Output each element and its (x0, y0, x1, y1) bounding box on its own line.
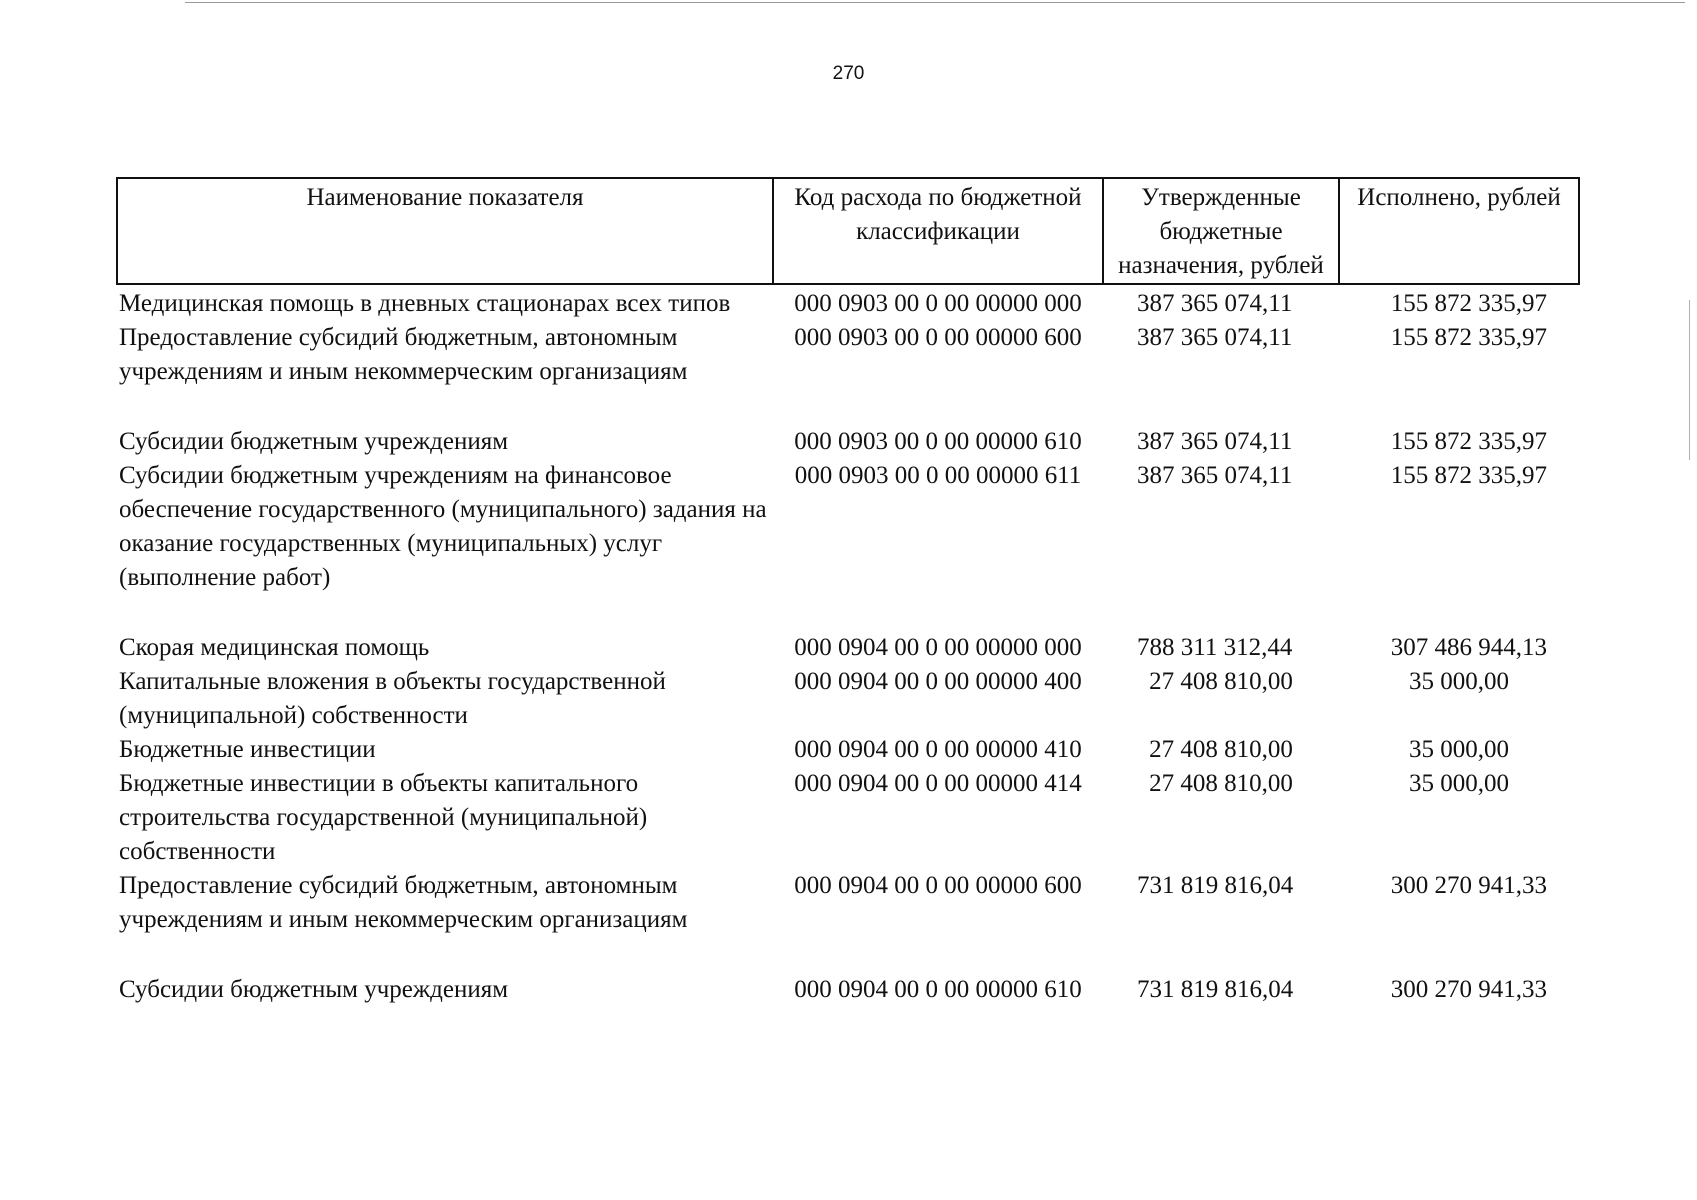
row-approved: 387 365 074,11 (1137, 290, 1293, 317)
row-executed: 155 872 335,97 (1390, 462, 1547, 489)
row-code: 000 0904 00 0 00 00000 410 (794, 736, 1082, 763)
table-row (117, 869, 1579, 973)
row-executed: 35 000,00 (1409, 736, 1509, 763)
row-approved: 27 408 810,00 (1149, 736, 1293, 763)
table-row (117, 631, 1579, 665)
row-name: Медицинская помощь в дневных стационарах всех типов (119, 290, 731, 317)
row-approved: 387 365 074,11 (1137, 462, 1293, 489)
row-code: 000 0903 00 0 00 00000 611 (794, 462, 1082, 489)
table-row (117, 733, 1579, 767)
table-row (117, 425, 1579, 459)
header-expense-code: Код расхода по бюджетной классификации (773, 178, 1103, 284)
row-name: Бюджетные инвестиции (119, 736, 376, 763)
row-code: 000 0903 00 0 00 00000 000 (794, 290, 1082, 317)
row-name: Предоставление субсидий бюджетным, автономным учреждениям и иным некоммерческим организациям (119, 324, 688, 385)
row-approved: 27 408 810,00 (1149, 668, 1293, 695)
row-name: Субсидии бюджетным учреждениям на финансовое обеспечение государственного (муниципального) задания на оказание государственных (муниципальных) услуг (выполнение работ) (119, 462, 767, 591)
table-row (117, 321, 1579, 425)
row-executed: 35 000,00 (1409, 770, 1509, 797)
header-approved-amount: Утвержденные бюджетные назначения, рублей (1103, 178, 1339, 284)
row-executed: 35 000,00 (1409, 668, 1509, 695)
row-name: Субсидии бюджетным учреждениям (119, 976, 509, 1003)
row-executed: 155 872 335,97 (1390, 428, 1547, 455)
row-executed: 155 872 335,97 (1390, 324, 1547, 351)
row-approved: 387 365 074,11 (1137, 428, 1293, 455)
row-executed: 155 872 335,97 (1390, 290, 1547, 317)
row-code: 000 0904 00 0 00 00000 400 (794, 668, 1082, 695)
row-approved: 731 819 816,04 (1137, 976, 1294, 1003)
row-code: 000 0904 00 0 00 00000 610 (794, 976, 1082, 1003)
budget-execution-table (116, 177, 1580, 1007)
row-code: 000 0903 00 0 00 00000 610 (794, 428, 1082, 455)
row-code: 000 0904 00 0 00 00000 600 (794, 872, 1082, 899)
header-executed-amount: Исполнено, рублей (1339, 178, 1579, 284)
row-executed: 300 270 941,33 (1390, 976, 1547, 1003)
header-indicator-name: Наименование показателя (117, 178, 773, 284)
table-row (117, 973, 1579, 1007)
page-number: 270 (832, 63, 865, 84)
row-name: Скорая медицинская помощь (119, 634, 430, 661)
row-code: 000 0904 00 0 00 00000 414 (794, 770, 1082, 797)
table-row (117, 459, 1579, 631)
row-code: 000 0904 00 0 00 00000 000 (794, 634, 1082, 661)
row-approved: 788 311 312,44 (1137, 634, 1293, 661)
row-executed: 300 270 941,33 (1390, 872, 1547, 899)
row-name: Капитальные вложения в объекты государственной (муниципальной) собственности (119, 668, 666, 729)
table-row (117, 767, 1579, 869)
row-approved: 387 365 074,11 (1137, 324, 1293, 351)
scan-edge-top (185, 2, 1685, 3)
table-header-row (117, 178, 1579, 284)
row-name: Бюджетные инвестиции в объекты капитального строительства государственной (муниципальной) собственности (119, 770, 648, 865)
row-executed: 307 486 944,13 (1390, 634, 1547, 661)
row-approved: 731 819 816,04 (1137, 872, 1294, 899)
row-code: 000 0903 00 0 00 00000 600 (794, 324, 1082, 351)
row-approved: 27 408 810,00 (1149, 770, 1293, 797)
table-row (117, 665, 1579, 733)
table-row (117, 284, 1579, 321)
row-name: Субсидии бюджетным учреждениям (119, 428, 509, 455)
row-name: Предоставление субсидий бюджетным, автономным учреждениям и иным некоммерческим организациям (119, 872, 688, 933)
scan-edge-right (1689, 300, 1690, 460)
